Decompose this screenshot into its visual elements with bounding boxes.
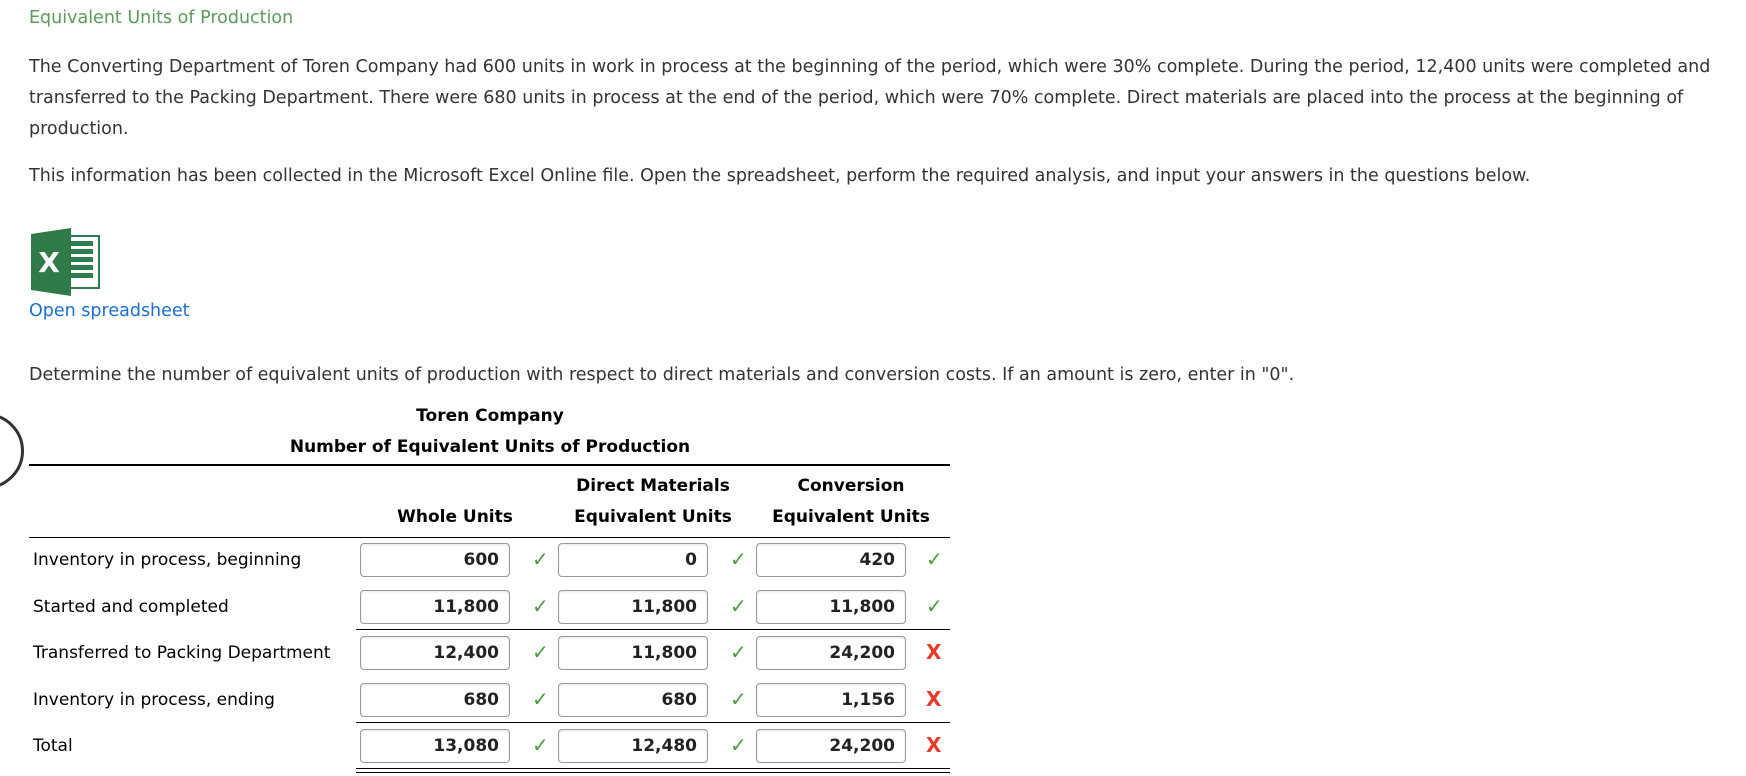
- check-icon: ✓: [532, 733, 549, 757]
- col-header-conv-line2: Equivalent Units: [772, 507, 930, 527]
- whole-input[interactable]: 600: [360, 543, 510, 577]
- conv-input[interactable]: 24,200: [756, 636, 906, 670]
- col-header-dm-line1: Direct Materials: [576, 476, 730, 496]
- row-label: Inventory in process, ending: [33, 690, 275, 710]
- conv-input[interactable]: 24,200: [756, 729, 906, 763]
- header-divider: [29, 537, 950, 538]
- step-indicator-circle: [0, 413, 24, 489]
- check-icon: ✓: [532, 547, 549, 571]
- dm-input[interactable]: 0: [558, 543, 708, 577]
- x-icon: X: [926, 733, 942, 757]
- row-label: Transferred to Packing Department: [33, 643, 331, 663]
- check-icon: ✓: [532, 687, 549, 711]
- whole-input[interactable]: 13,080: [360, 729, 510, 763]
- whole-input[interactable]: 680: [360, 683, 510, 717]
- double-underline-top: [356, 768, 950, 769]
- check-icon: ✓: [730, 594, 747, 618]
- x-icon: X: [926, 687, 942, 711]
- subtotal-divider: [356, 629, 950, 630]
- check-icon: ✓: [730, 687, 747, 711]
- dm-input[interactable]: 11,800: [558, 636, 708, 670]
- col-header-conv-line1: Conversion: [797, 476, 905, 496]
- col-header-whole-units: Whole Units: [397, 507, 513, 527]
- dm-input[interactable]: 12,480: [558, 729, 708, 763]
- check-icon: ✓: [532, 640, 549, 664]
- check-icon: ✓: [730, 733, 747, 757]
- section-title: Equivalent Units of Production: [29, 8, 294, 28]
- dm-input[interactable]: 680: [558, 683, 708, 717]
- check-icon: ✓: [532, 594, 549, 618]
- conv-input[interactable]: 11,800: [756, 590, 906, 624]
- x-icon: X: [926, 640, 942, 664]
- row-label: Inventory in process, beginning: [33, 550, 302, 570]
- row-label: Total: [33, 736, 73, 756]
- check-icon: ✓: [926, 594, 943, 618]
- instruction-text: Determine the number of equivalent units of production with respect to direct materials and conversion costs. If an amount is zero, enter in "0".: [29, 365, 1295, 385]
- conv-input[interactable]: 1,156: [756, 683, 906, 717]
- company-name: Toren Company: [416, 406, 564, 426]
- excel-icon[interactable]: [31, 228, 101, 296]
- heading-divider: [29, 464, 950, 466]
- check-icon: ✓: [926, 547, 943, 571]
- double-underline-bottom: [356, 772, 950, 773]
- row-label: Started and completed: [33, 597, 229, 617]
- info-text: This information has been collected in the Microsoft Excel Online file. Open the spreadsheet, perform the required analysis, and input your answers in the questions below.: [29, 166, 1531, 186]
- whole-input[interactable]: 11,800: [360, 590, 510, 624]
- conv-input[interactable]: 420: [756, 543, 906, 577]
- svg-text:X: X: [38, 246, 60, 279]
- total-divider: [356, 722, 950, 723]
- table-heading: Number of Equivalent Units of Production: [289, 437, 691, 457]
- open-spreadsheet-link[interactable]: Open spreadsheet: [29, 301, 190, 321]
- check-icon: ✓: [730, 640, 747, 664]
- dm-input[interactable]: 11,800: [558, 590, 708, 624]
- whole-input[interactable]: 12,400: [360, 636, 510, 670]
- col-header-dm-line2: Equivalent Units: [574, 507, 732, 527]
- problem-text: The Converting Department of Toren Company had 600 units in work in process at the beginning of the period, which were 30% complete. During the period, 12,400 units were completed and transferred to the Packing Department. There were 680 units in process at the end of the period, which were 70% complete. Direct materials are placed into the process at the beginning of production.: [29, 57, 1711, 139]
- check-icon: ✓: [730, 547, 747, 571]
